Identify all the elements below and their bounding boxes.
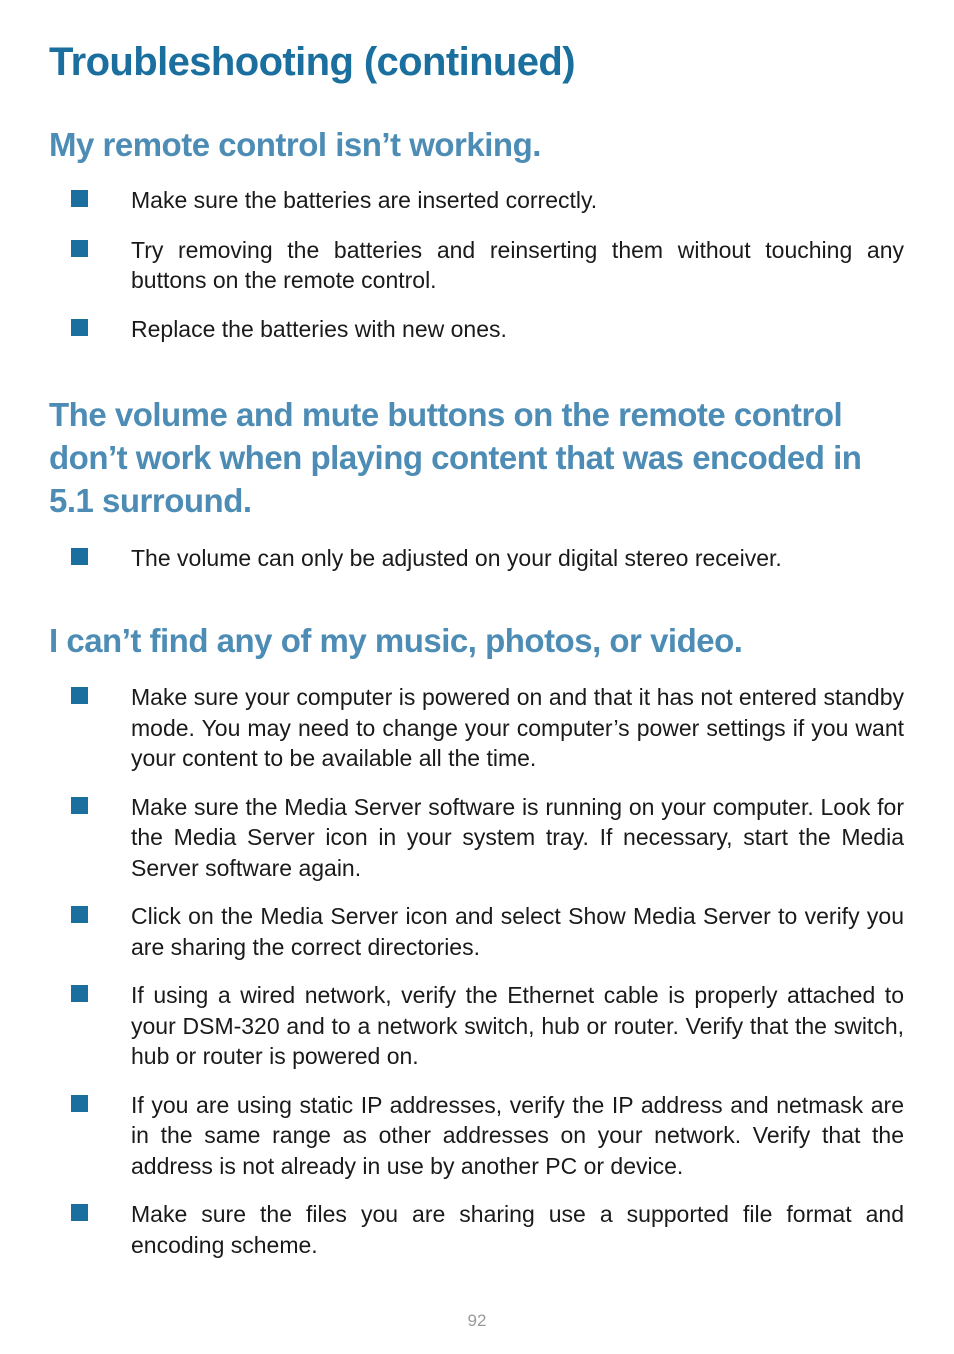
square-bullet-icon [71,985,88,1002]
section-heading-cant-find-media: I can’t find any of my music, photos, or video. [49,622,743,659]
list-item [0,543,904,574]
square-bullet-icon [71,906,88,923]
list-item [0,185,904,216]
list-item [0,980,904,1072]
square-bullet-icon [71,1095,88,1112]
page-number: 92 [467,1311,487,1330]
bullet-text: Make sure the files you are sharing use a supported file format and encoding scheme. [131,1201,904,1258]
bullet-text: Make sure the batteries are inserted correctly. [131,187,598,213]
bullet-list-remote-control [0,185,954,344]
bullet-text: Try removing the batteries and reinserting them without touching any buttons on the remote control. [131,236,904,293]
page-title: Troubleshooting (continued) [49,40,575,84]
square-bullet-icon [71,548,88,565]
bullet-text: Click on the Media Server icon and select Show Media Server to verify you are sharing the correct directories. [131,903,904,960]
square-bullet-icon [71,1204,88,1221]
bullet-text: If using a wired network, verify the Ethernet cable is properly attached to your DSM-320 and to a network switch, hub or router. Verify that the switch, hub or router is powered on. [131,982,904,1069]
bullet-text: Make sure the Media Server software is running on your computer. Look for the Media Server icon in your system tray. If necessary, start the Media Server software again. [131,793,904,881]
list-item [0,901,904,962]
bullet-text: Make sure your computer is powered on and that it has not entered standby mode. You may need to change your computer’s power settings if you want your content to be available all the time. [131,684,904,771]
list-item [0,1090,904,1182]
list-item [0,235,904,296]
bullet-text: If you are using static IP addresses, verify the IP address and netmask are in the same range as other addresses on your network. Verify that the address is not already in use by another PC or device. [131,1091,904,1179]
bullet-text: Replace the batteries with new ones. [131,315,507,342]
square-bullet-icon [71,797,88,814]
list-item [0,314,904,345]
list-item [0,1199,904,1260]
square-bullet-icon [71,687,88,704]
list-item [0,792,904,884]
bullet-list-volume-mute [0,543,954,574]
bullet-text: The volume can only be adjusted on your digital stereo receiver. [131,545,782,571]
square-bullet-icon [71,240,88,257]
square-bullet-icon [71,190,88,207]
section-heading-remote-control: My remote control isn’t working. [49,126,541,163]
list-item [0,682,904,774]
section-heading-volume-mute: The volume and mute buttons on the remote control don’t work when playing content that was encoded in 5.1 surround. [49,396,862,519]
bullet-list-cant-find-media [0,682,954,1260]
square-bullet-icon [71,319,88,336]
